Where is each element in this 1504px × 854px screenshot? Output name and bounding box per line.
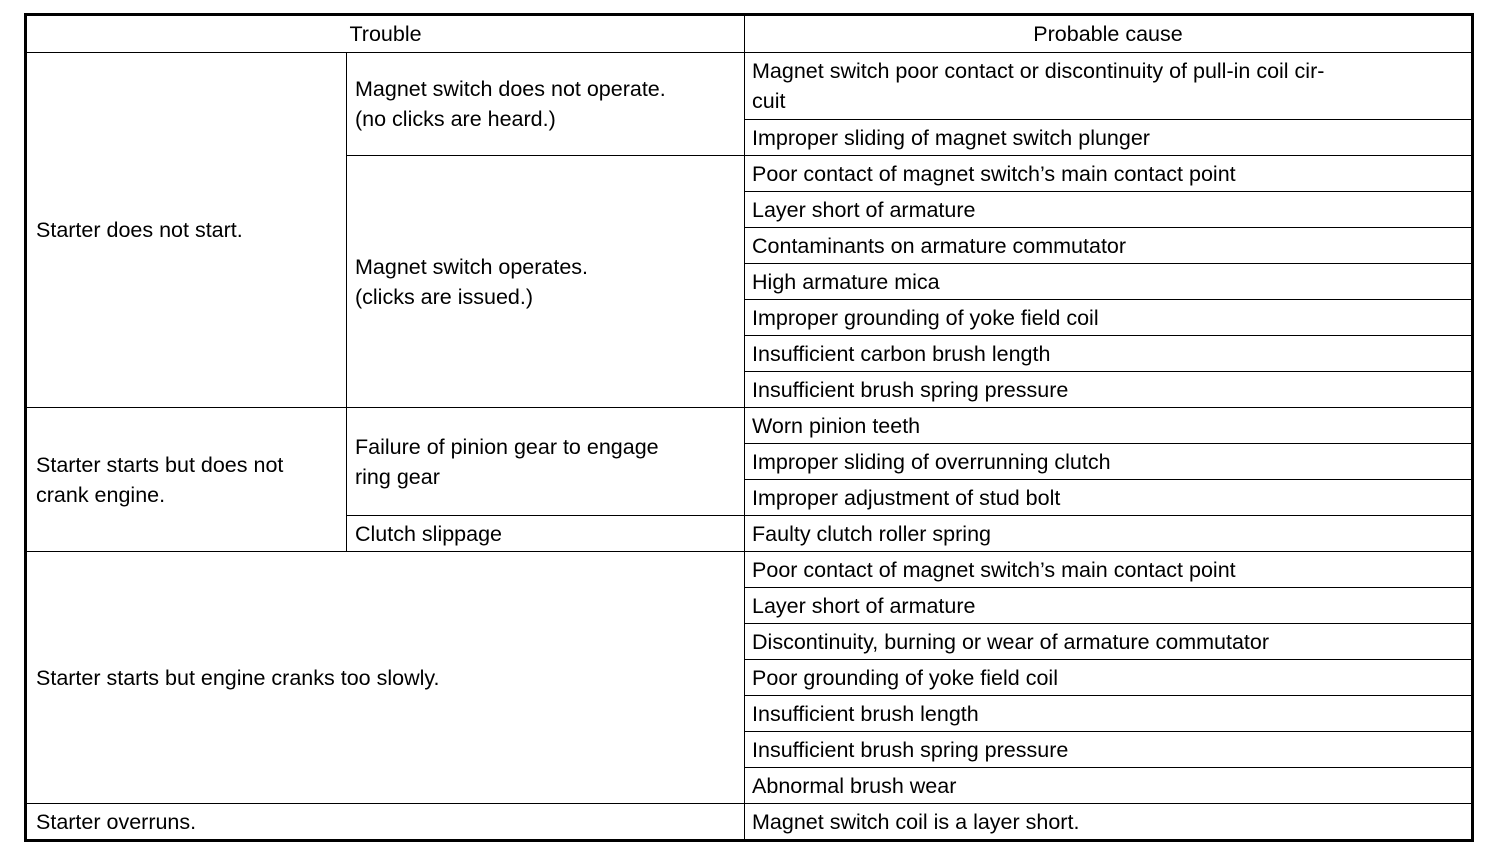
cause-cell: Improper sliding of overrunning clutch [745,444,1473,480]
symptom-cell [26,408,347,552]
cause-cell: Insufficient carbon brush length [745,336,1473,372]
symptom-cell: Starter overruns. [26,804,745,841]
cause-line: Magnet switch poor contact or discontinuity of pull-in coil cir- [752,59,1325,83]
cause-cell: Insufficient brush spring pressure [745,372,1473,408]
cause-cell: Insufficient brush spring pressure [745,732,1473,768]
cause-cell: Magnet switch coil is a layer short. [745,804,1473,841]
cause-cell: Worn pinion teeth [745,408,1473,444]
cause-cell: Poor grounding of yoke field coil [745,660,1473,696]
cause-cell: Discontinuity, burning or wear of armature commutator [745,624,1473,660]
condition-cell [347,53,745,156]
cause-cell: High armature mica [745,264,1473,300]
condition-cell: Clutch slippage [347,516,745,552]
header-trouble: Trouble [26,15,745,53]
cause-line: cuit [752,89,786,113]
table-row [26,53,1473,120]
cause-cell: Contaminants on armature commutator [745,228,1473,264]
symptom-cell: Starter does not start. [26,53,347,408]
cause-cell: Poor contact of magnet switch’s main contact point [745,156,1473,192]
symptom-line: Starter starts but does not [36,452,284,477]
condition-line: (clicks are issued.) [355,284,534,309]
cause-cell: Layer short of armature [745,588,1473,624]
condition-cell [347,408,745,516]
cause-cell: Improper adjustment of stud bolt [745,480,1473,516]
cause-cell: Insufficient brush length [745,696,1473,732]
header-row [26,15,1473,53]
condition-line: Failure of pinion gear to engage [355,434,659,459]
cause-cell: Improper sliding of magnet switch plunger [745,120,1473,156]
table-row [26,408,1473,444]
condition-cell [347,156,745,408]
condition-line: Magnet switch operates. [355,254,589,279]
cause-cell: Improper grounding of yoke field coil [745,300,1473,336]
cause-cell: Layer short of armature [745,192,1473,228]
header-probable-cause: Probable cause [745,15,1473,53]
table-row [26,804,1473,841]
condition-line: ring gear [355,464,440,489]
table-row [26,552,1473,588]
cause-cell [745,53,1473,120]
troubleshooting-table [24,13,1474,842]
cause-cell: Poor contact of magnet switch’s main contact point [745,552,1473,588]
cause-cell: Faulty clutch roller spring [745,516,1473,552]
symptom-cell: Starter starts but engine cranks too slowly. [26,552,745,804]
condition-line: (no clicks are heard.) [355,107,556,131]
condition-line: Magnet switch does not operate. [355,77,666,101]
symptom-line: crank engine. [36,482,166,507]
cause-cell: Abnormal brush wear [745,768,1473,804]
